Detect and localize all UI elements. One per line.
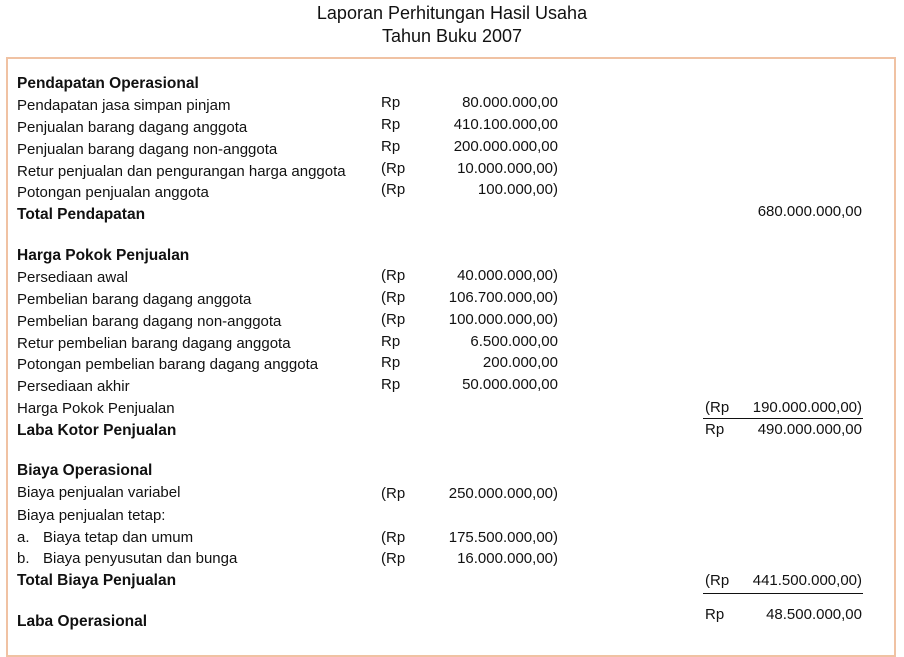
subtotal-rule <box>703 418 863 419</box>
row-amount: 106.700.000,00) <box>448 289 558 306</box>
row-amount: 80.000.000,00 <box>462 94 558 111</box>
biaya-variabel-label: Biaya penjualan variabel <box>17 484 181 501</box>
row-currency: Rp <box>381 333 401 350</box>
row-amount: 250.000.000,00) <box>448 485 558 502</box>
row-label: Potongan penjualan anggota <box>17 184 209 201</box>
section-heading-biaya: Biaya Operasional <box>17 462 153 479</box>
section-heading-pendapatan: Pendapatan Operasional <box>17 75 199 92</box>
row-currency: (Rp <box>381 267 406 284</box>
row-currency: Rp <box>381 354 401 371</box>
hpp-label: Harga Pokok Penjualan <box>17 400 175 417</box>
row-label: Penjualan barang dagang non-anggota <box>17 141 278 158</box>
section-heading-hpp: Harga Pokok Penjualan <box>17 247 190 264</box>
row-amount: 410.100.000,00 <box>453 116 558 133</box>
row-amount: 200.000,00 <box>482 354 558 371</box>
row-currency: (Rp <box>381 550 406 567</box>
biaya-tetap-label: Biaya penjualan tetap: <box>17 507 166 524</box>
row-currency: (Rp <box>381 289 406 306</box>
total-pendapatan-amount: 680.000.000,00 <box>757 203 862 220</box>
laba-operasional-amount: 48.500.000,00 <box>766 606 862 623</box>
row-label: Biaya tetap dan umum <box>43 529 194 546</box>
row-currency: (Rp <box>381 311 406 328</box>
row-label: Pembelian barang dagang non-anggota <box>17 313 282 330</box>
row-currency: (Rp <box>381 160 406 177</box>
laba-operasional-currency: Rp <box>705 606 725 623</box>
laba-kotor-amount: 490.000.000,00 <box>757 421 862 438</box>
row-label: Pembelian barang dagang anggota <box>17 291 252 308</box>
row-label: Retur penjualan dan pengurangan harga anggota <box>17 163 346 180</box>
report-subtitle: Tahun Buku 2007 <box>381 26 523 46</box>
total-biaya-amount: 441.500.000,00) <box>752 572 862 589</box>
laba-operasional-label: Laba Operasional <box>17 613 148 630</box>
row-label: Persediaan awal <box>17 269 128 286</box>
row-currency: (Rp <box>381 529 406 546</box>
row-label: Potongan pembelian barang dagang anggota <box>17 356 319 373</box>
row-amount: 100.000.000,00) <box>448 311 558 328</box>
row-currency: Rp <box>381 94 401 111</box>
row-amount: 16.000.000,00) <box>457 550 558 567</box>
row-amount: 200.000.000,00 <box>453 138 558 155</box>
row-amount: 10.000.000,00) <box>457 160 558 177</box>
row-label: Pendapatan jasa simpan pinjam <box>17 97 231 114</box>
total-pendapatan-label: Total Pendapatan <box>17 206 146 223</box>
subtotal-rule <box>703 593 863 594</box>
row-label: Penjualan barang dagang anggota <box>17 119 248 136</box>
total-biaya-currency: (Rp <box>705 572 730 589</box>
row-amount: 100.000,00) <box>477 181 558 198</box>
total-biaya-label: Total Biaya Penjualan <box>17 572 177 589</box>
row-amount: 50.000.000,00 <box>462 376 558 393</box>
row-label: Persediaan akhir <box>17 378 130 395</box>
row-currency: Rp <box>381 376 401 393</box>
row-label: Retur pembelian barang dagang anggota <box>17 335 291 352</box>
row-currency: (Rp <box>381 485 406 502</box>
report-title: Laporan Perhitungan Hasil Usaha <box>316 3 588 23</box>
sub-item-marker: b. <box>17 550 30 567</box>
hpp-currency: (Rp <box>705 399 730 416</box>
laba-kotor-label: Laba Kotor Penjualan <box>17 422 177 439</box>
sub-item-marker: a. <box>17 529 30 546</box>
row-currency: (Rp <box>381 181 406 198</box>
row-currency: Rp <box>381 138 401 155</box>
row-currency: Rp <box>381 116 401 133</box>
row-amount: 6.500.000,00 <box>470 333 558 350</box>
row-label: Biaya penyusutan dan bunga <box>43 550 238 567</box>
row-amount: 175.500.000,00) <box>448 529 558 546</box>
hpp-amount: 190.000.000,00) <box>752 399 862 416</box>
row-amount: 40.000.000,00) <box>457 267 558 284</box>
laba-kotor-currency: Rp <box>705 421 725 438</box>
